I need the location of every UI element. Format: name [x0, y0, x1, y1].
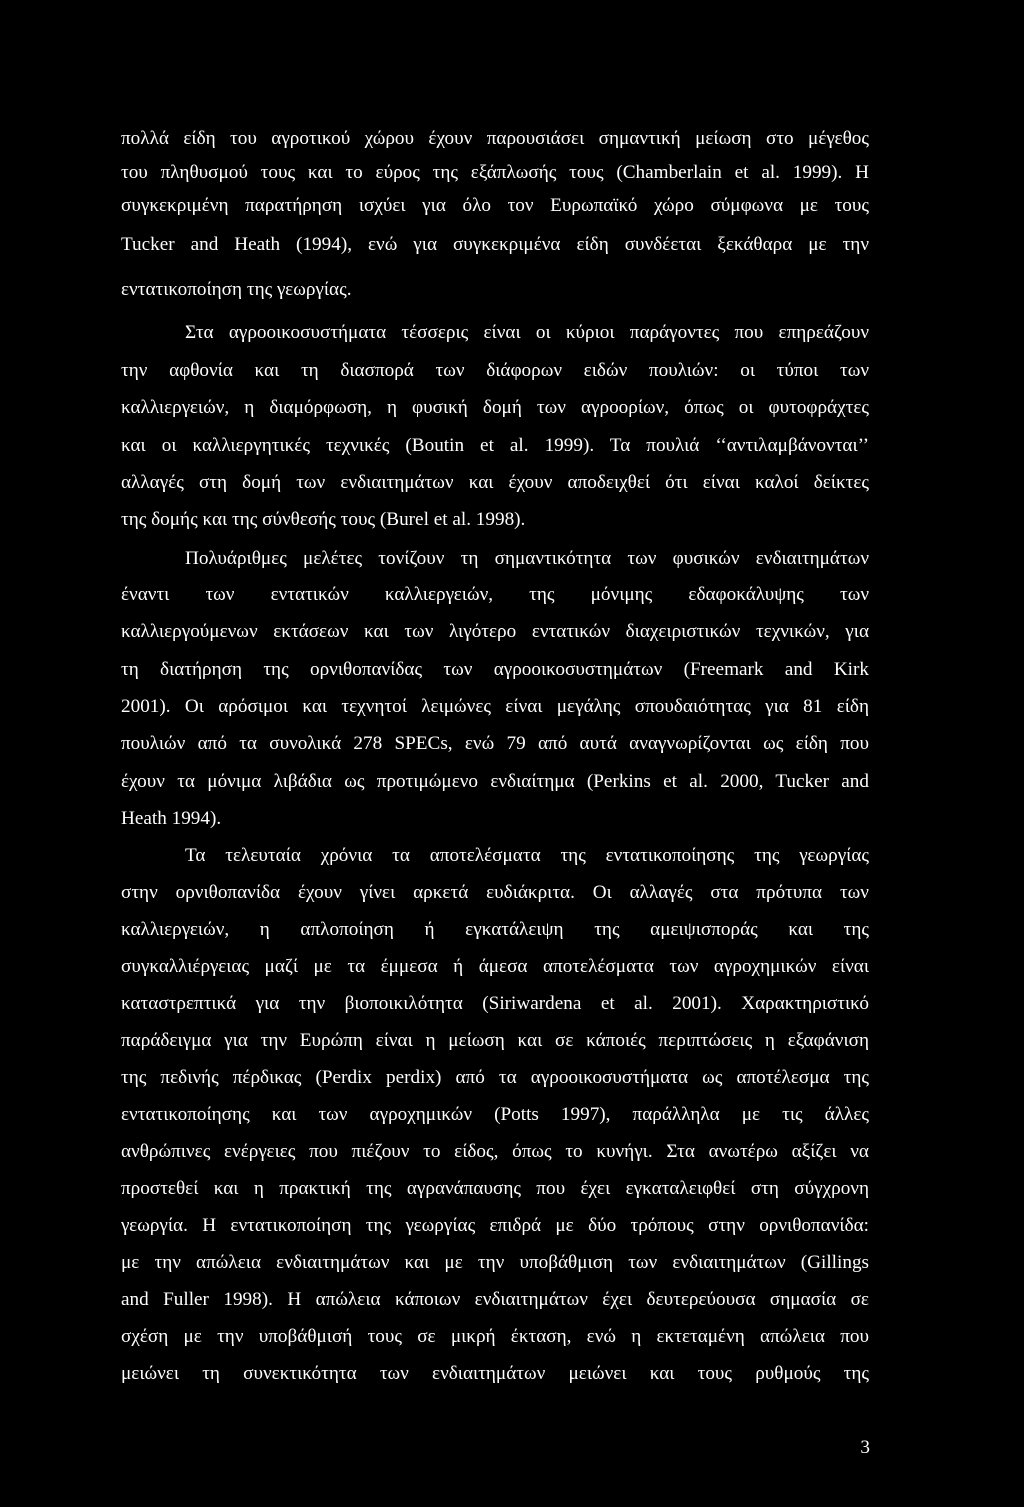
text-line: συγκαλλιέργειας μαζί με τα έμμεσα ή άμεσα αποτελέσματα των αγροχημικών είναι: [121, 956, 869, 977]
text-line: 2001). Οι αρόσιμοι και τεχνητοί λειμώνες είναι μεγάλης σπουδαιότητας για 81 είδη: [121, 696, 869, 717]
text-line: γεωργία. Η εντατικοποίηση της γεωργίας επιδρά με δύο τρόπους στην ορνιθοπανίδα:: [121, 1215, 869, 1236]
text-line: αλλαγές στη δομή των ενδιαιτημάτων και έχουν αποδειχθεί ότι είναι καλοί δείκτες: [121, 472, 869, 493]
text-line: της δομής και της σύνθεσής τους (Burel et al. 1998).: [121, 509, 526, 530]
text-line: μειώνει τη συνεκτικότητα των ενδιαιτημάτων μειώνει και τους ρυθμούς της: [121, 1363, 869, 1384]
text-line: καταστρεπτικά για την βιοποικιλότητα (Siriwardena et al. 2001). Χαρακτηριστικό: [121, 993, 869, 1014]
text-line: καλλιεργειών, η απλοποίηση ή εγκατάλειψη της αμειψισποράς και της: [121, 919, 869, 940]
text-line: καλλιεργούμενων εκτάσεων και των λιγότερο εντατικών διαχειριστικών τεχνικών, για: [121, 621, 869, 642]
text-line: καλλιεργειών, η διαμόρφωση, η φυσική δομή των αγροορίων, όπως οι φυτοφράχτες: [121, 397, 869, 418]
text-line: και οι καλλιεργητικές τεχνικές (Boutin et al. 1999). Τα πουλιά ‘‘αντιλαμβάνονται’’: [121, 435, 869, 456]
text-line: την αφθονία και τη διασπορά των διάφορων ειδών πουλιών: οι τύποι των: [121, 360, 869, 381]
paragraph-first-line: Τα τελευταία χρόνια τα αποτελέσματα της εντατικοποίησης της γεωργίας: [185, 845, 869, 866]
page-number: 3: [860, 1437, 870, 1458]
text-line: εντατικοποίηση της γεωργίας.: [121, 279, 352, 300]
text-line: του πληθυσμού τους και το εύρος της εξάπλωσής τους (Chamberlain et al. 1999). Η: [121, 162, 869, 183]
text-line: της πεδινής πέρδικας (Perdix perdix) από τα αγροοικοσυστήματα ως αποτέλεσμα της: [121, 1067, 869, 1088]
text-line: πολλά είδη του αγροτικού χώρου έχουν παρουσιάσει σημαντική μείωση στο μέγεθος: [121, 128, 869, 149]
text-line: έναντι των εντατικών καλλιεργειών, της μόνιμης εδαφοκάλυψης των: [121, 584, 869, 605]
text-line: Heath 1994).: [121, 808, 222, 829]
text-line: and Fuller 1998). Η απώλεια κάποιων ενδιαιτημάτων έχει δευτερεύουσα σημασία σε: [121, 1289, 869, 1310]
text-line: με την απώλεια ενδιαιτημάτων και με την υποβάθμιση των ενδιαιτημάτων (Gillings: [121, 1252, 869, 1273]
text-line: ανθρώπινες ενέργειες που πιέζουν το είδος, όπως το κυνήγι. Στα ανωτέρω αξίζει να: [121, 1141, 869, 1162]
text-line: στην ορνιθοπανίδα έχουν γίνει αρκετά ευδιάκριτα. Οι αλλαγές στα πρότυπα των: [121, 882, 869, 903]
text-line: έχουν τα μόνιμα λιβάδια ως προτιμώμενο ενδιαίτημα (Perkins et al. 2000, Tucker and: [121, 771, 869, 792]
text-line: Tucker and Heath (1994), ενώ για συγκεκριμένα είδη συνδέεται ξεκάθαρα με την: [121, 234, 869, 255]
paragraph-first-line: Στα αγροοικοσυστήματα τέσσερις είναι οι κύριοι παράγοντες που επηρεάζουν: [185, 322, 869, 343]
text-line: εντατικοποίησης και των αγροχημικών (Potts 1997), παράλληλα με τις άλλες: [121, 1104, 869, 1125]
text-line: σχέση με την υποβάθμισή τους σε μικρή έκταση, ενώ η εκτεταμένη απώλεια που: [121, 1326, 869, 1347]
text-line: τη διατήρηση της ορνιθοπανίδας των αγροοικοσυστημάτων (Freemark and Kirk: [121, 659, 869, 680]
text-line: προστεθεί και η πρακτική της αγρανάπαυσης που έχει εγκαταλειφθεί στη σύγχρονη: [121, 1178, 869, 1199]
text-line: πουλιών από τα συνολικά 278 SPECs, ενώ 79 από αυτά αναγνωρίζονται ως είδη που: [121, 733, 869, 754]
text-line: συγκεκριμένη παρατήρηση ισχύει για όλο τον Ευρωπαϊκό χώρο σύμφωνα με τους: [121, 195, 869, 216]
paragraph-first-line: Πολυάριθμες μελέτες τονίζουν τη σημαντικότητα των φυσικών ενδιαιτημάτων: [185, 548, 869, 569]
text-line: παράδειγμα για την Ευρώπη είναι η μείωση και σε κάποιές περιπτώσεις η εξαφάνιση: [121, 1030, 869, 1051]
